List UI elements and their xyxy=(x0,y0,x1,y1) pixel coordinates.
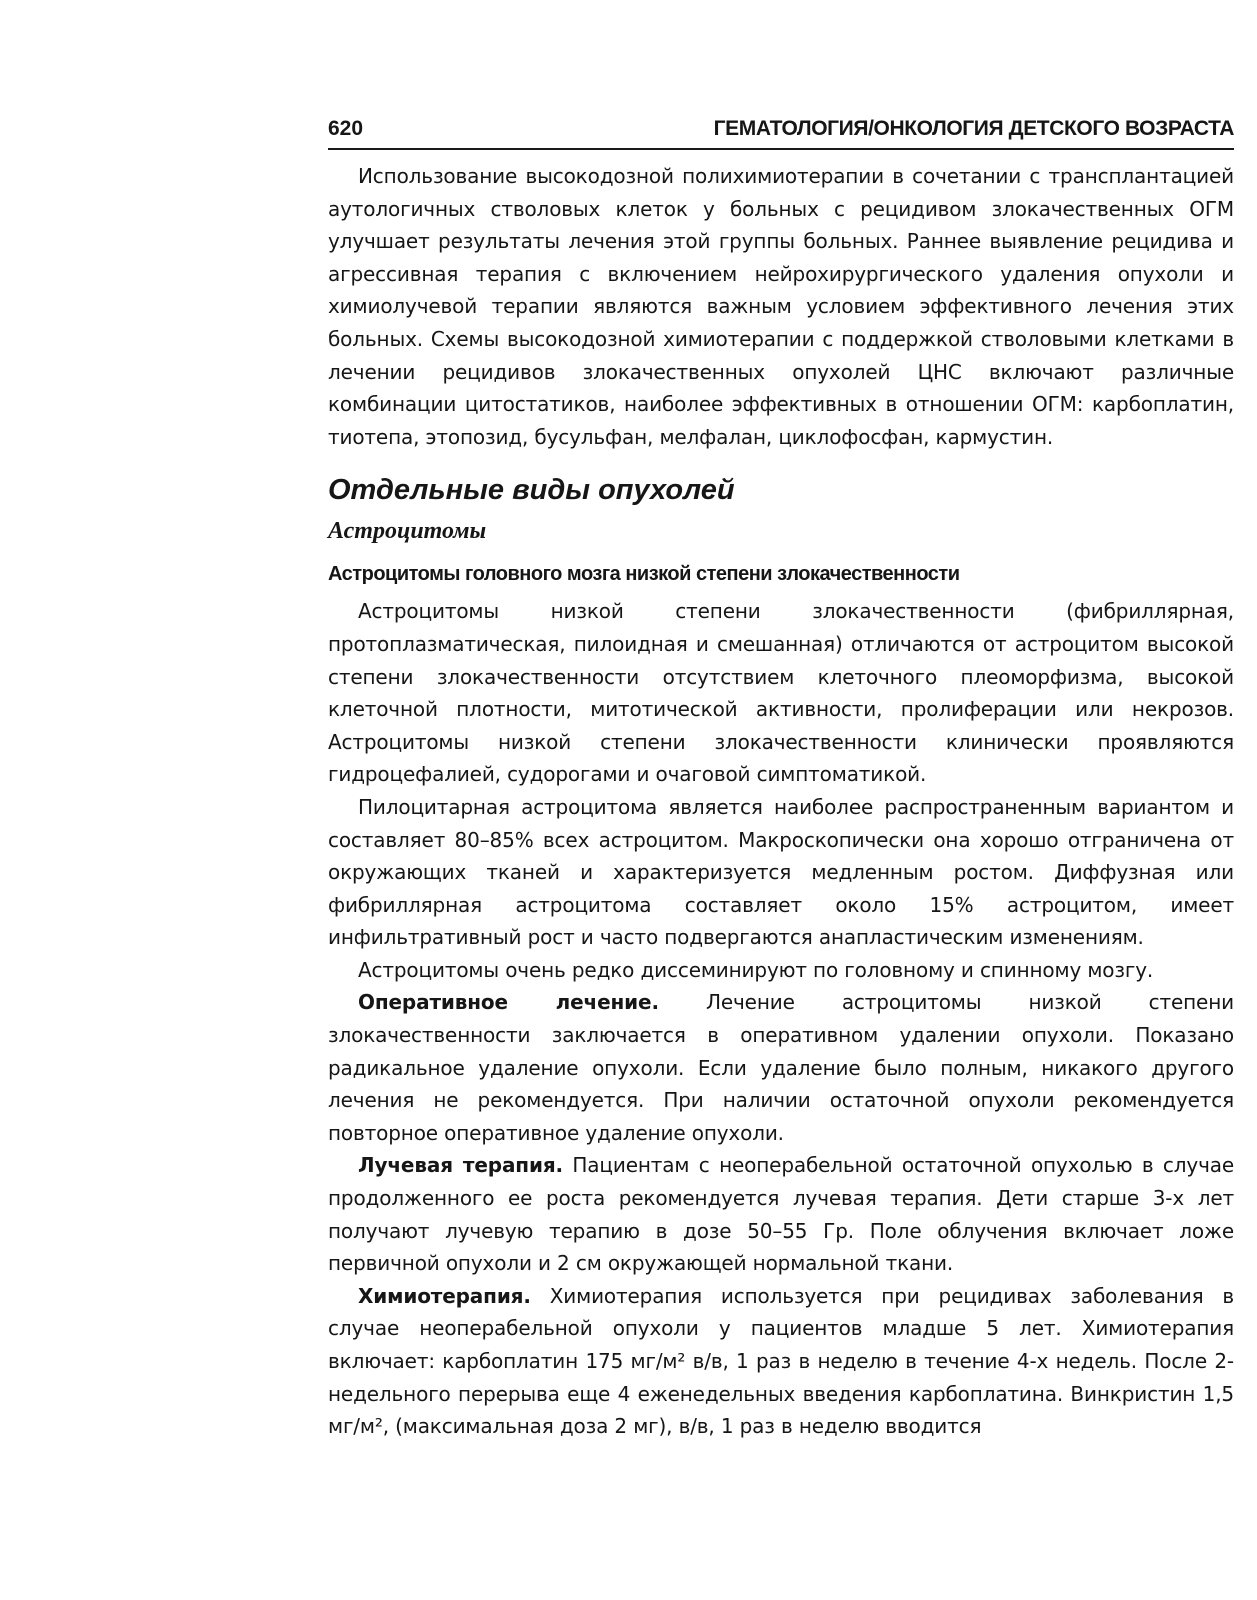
subsubsection-heading: Астроцитомы головного мозга низкой степени злокачественности xyxy=(328,563,960,586)
intro-paragraph: Использование высокодозной полихимиотерапии в сочетании с трансплантацией аутологичных стволовых клеток у больных с рецидивом злокачественных ОГМ улучшает результаты лечения этой группы больных. Раннее выявление рецидива и агрессивная терапия с включением нейрохирургического удаления опухоли и химиолучевой терапии являются важным условием эффективного лечения этих больных. Схемы высокодозной химиотерапии с поддержкой стволовыми клетками в лечении рецидивов злокачественных опухолей ЦНС включают различные комбинации цитостатиков, наиболее эффективных в отношении ОГМ: карбоплатин, тиотепа, этопозид, бусульфан, мелфалан, циклофосфан, кармустин. xyxy=(328,164,1234,449)
paragraph-chemotherapy xyxy=(328,1280,1234,1443)
subsection-heading: Астроцитомы xyxy=(328,518,487,545)
running-title: ГЕМАТОЛОГИЯ/ОНКОЛОГИЯ ДЕТСКОГО ВОЗРАСТА xyxy=(713,117,1234,140)
surgery-lead: Оперативное лечение. xyxy=(358,990,659,1015)
paragraph-pilocytic: Пилоцитарная астроцитома является наиболее распространенным вариантом и составляет 80–85% всех астроцитом. Макроскопически она хорошо отграничена от окружающих тканей и характеризуется медленным ростом. Диффузная или фибриллярная астроцитома составляет около 15% астроцитом, имеет инфильтративный рост и часто подвергаются анапластическим изменениям. xyxy=(328,794,1234,950)
paragraph-surgery xyxy=(328,986,1234,1149)
book-page xyxy=(328,110,1234,1443)
radiation-text: Пациентам с неоперабельной остаточной опухолью в случае продолженного ее роста рекомендуется лучевая терапия. Дети старше 3-х лет получают лучевую терапию в дозе 50–55 Гр. Поле облучения включает ложе первичной опухоли и 2 см окружающей нормальной ткани. xyxy=(328,1153,1234,1276)
chemo-lead: Химиотерапия. xyxy=(358,1283,531,1308)
page-number: 620 xyxy=(328,117,364,140)
radiation-lead: Лучевая терапия. xyxy=(358,1153,563,1178)
paragraph-dissemination: Астроцитомы очень редко диссеминируют по головному и спинному мозгу. xyxy=(358,957,1154,982)
chemo-text: Химиотерапия используется при рецидивах заболевания в случае неоперабельной опухоли у пациентов младше 5 лет. Химиотерапия включает: карбоплатин 175 мг/м² в/в, 1 раз в неделю в течение 4-х недель. После 2-недельного перерыва еще 4 еженедельных введения карбоплатина. Винкристин 1,5 мг/м², (максимальная доза 2 мг), в/в, 1 раз в неделю вводится xyxy=(328,1283,1234,1439)
paragraph-definition: Астроцитомы низкой степени злокачественности (фибриллярная, протоплазматическая, пилоидная и смешанная) отличаются от астроцитом высокой степени злокачественности отсутствием клеточного плеоморфизма, высокой клеточной плотности, митотической активности, пролиферации или некрозов. Астроцитомы низкой степени злокачественности клинически проявляются гидроцефалией, судорогами и очаговой симптоматикой. xyxy=(328,599,1234,787)
running-header xyxy=(328,110,1234,150)
surgery-text: Лечение астроцитомы низкой степени злокачественности заключается в оперативном удалении опухоли. Показано радикальное удаление опухоли. Если удаление было полным, никакого другого лечения не рекомендуется. При наличии остаточной опухоли рекомендуется повторное оперативное удаление опухоли. xyxy=(328,990,1234,1145)
page-content xyxy=(328,160,1234,1443)
paragraph-radiation xyxy=(328,1149,1234,1279)
section-heading: Отдельные виды опухолей xyxy=(328,474,735,507)
